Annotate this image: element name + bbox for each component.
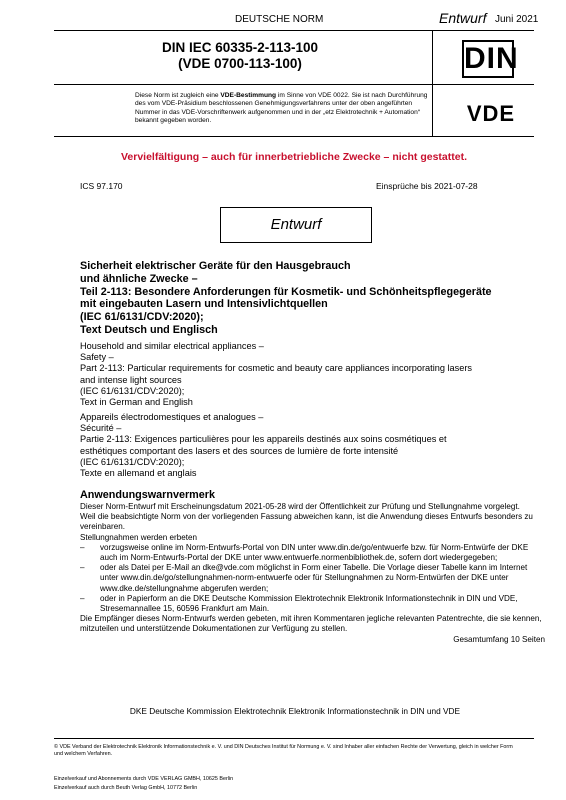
list-item (80, 563, 545, 594)
footer-rule (54, 738, 534, 739)
status-label: Entwurf (439, 10, 487, 26)
vde-note-rest: im Sinne von VDE 0022. Sie ist nach Durchführung des vom VDE-Präsidium beschlossenen Genehmigungsverfahrens unter der oben angeführten Nummer in das VDE-Vorschriftenwerk aufgenommen und in der „etz Elektrotechnik + Automation“ bekannt gegeben worden. (135, 92, 428, 124)
sales-info (54, 775, 514, 792)
title-german (80, 260, 550, 337)
dash-marker: – (80, 593, 85, 603)
vde-note-bold: VDE-Bestimmung (220, 92, 277, 99)
list-item (80, 543, 545, 563)
list-item-text: oder als Datei per E-Mail an dke@vde.com möglichst in Form einer Tabelle. Die Vorlage dieser Tabelle kann im Internet unter www.din.de/go/stellungnahmen-norm-entwuerfe oder für Stellungnahmen zu Norm-Entwürfen der DKE unter www.dke.de/stellungnahme abgerufen werden; (100, 563, 528, 593)
copyright-note: © VDE Verband der Elektrotechnik Elektronik Informationstechnik e. V. und DIN Deutsches Institut für Normung e. V. sind Inhaber aller einfachen Rechte der Verwertung, gleich in welcher Form und welchem Verfahren. (54, 744, 513, 757)
sales-line: Einzelverkauf und Abonnements durch VDE VERLAG GMBH, 10625 Berlin (54, 776, 234, 782)
title-fr-line: esthétiques comportant des lasers et des sources de lumière de forte intensité (80, 445, 399, 456)
title-fr-line: Partie 2-113: Exigences particulières pour les appareils destinés aux soins cosmétiques et (80, 434, 447, 445)
title-en-line: (IEC 61/6131/CDV:2020); (80, 385, 185, 396)
vde-note (135, 92, 433, 125)
issue-date: Juni 2021 (495, 14, 539, 25)
frame-bottom (54, 136, 534, 137)
application-warning (80, 489, 545, 645)
list-item (80, 594, 545, 614)
dke-footer: DKE Deutsche Kommission Elektrotechnik Elektronik Informationstechnik in DIN und VDE (129, 706, 461, 716)
application-warning-heading: Anwendungswarnvermerk (80, 489, 215, 501)
norm-type: DEUTSCHE NORM (235, 14, 324, 25)
title-fr-line: Appareils électrodomestiques et analogues – (80, 412, 264, 422)
ics-code: ICS 97.170 (80, 181, 123, 191)
title-en-line: Part 2-113: Particular requirements for cosmetic and beauty care appliances incorporating lasers (80, 363, 473, 374)
document-number-din: DIN IEC 60335-2-113-100 (161, 40, 319, 55)
dash-marker: – (80, 542, 85, 552)
title-english (80, 341, 550, 408)
title-de-line: Text Deutsch und Englisch (80, 323, 218, 336)
vde-logo: VDE (466, 101, 516, 126)
list-item-text: vorzugsweise online im Norm-Entwurfs-Portal von DIN unter www.din.de/go/entwuerfe bzw. für Norm-Entwürfe der DKE auch im Norm-Entwurfs-Portal der DKE unter www.entwuerfe.normenbibliothek.de, sofern dort wiedergegeben; (100, 542, 529, 563)
vde-note-prefix: Diese Norm ist zugleich eine (135, 92, 221, 99)
title-fr-line: Sécurité – (80, 423, 122, 434)
paragraph: Stellungnahmen werden erbeten (80, 532, 197, 542)
title-de-line: mit eingebauten Lasern und Intensivlichtquellen (80, 298, 328, 311)
list-item-text: oder in Papierform an die DKE Deutsche Kommission Elektrotechnik Elektronik Informationstechnik in DIN und VDE, Stresemannallee 15, 60596 Frankfurt am Main. (100, 593, 518, 614)
draft-box: Entwurf (220, 207, 372, 243)
title-de-line: und ähnliche Zwecke – (80, 272, 198, 285)
din-logo: DIN (462, 40, 514, 78)
title-fr-line: Texte en allemand et anglais (80, 468, 197, 479)
paragraph: Dieser Norm-Entwurf mit Erscheinungsdatum 2021-05-28 wird der Öffentlichkeit zur Prüfung und Stellungnahme vorgelegt. (80, 502, 520, 511)
sales-line: Einzelverkauf auch durch Beuth Verlag GmbH, 10772 Berlin (54, 784, 198, 791)
document-number (54, 40, 426, 72)
frame-top (54, 30, 534, 31)
title-de-line: Teil 2-113: Besondere Anforderungen für Kosmetik- und Schönheitspflegegeräte (80, 285, 492, 298)
title-de-line: Sicherheit elektrischer Geräte für den Hausgebrauch (80, 260, 351, 272)
document-number-vde: (VDE 0700-113-100) (178, 56, 302, 71)
frame-mid (54, 84, 534, 85)
dash-marker: – (80, 563, 85, 573)
objection-deadline: Einsprüche bis 2021-07-28 (376, 181, 478, 191)
title-french (80, 412, 550, 479)
paragraph: Weil die beabsichtigte Norm von der vorliegenden Fassung abweichen kann, ist die Anwendung dieses Entwurfs besonders zu vereinbaren. (80, 512, 533, 532)
title-fr-line: (IEC 61/6131/CDV:2020); (80, 456, 185, 467)
title-en-line: and intense light sources (80, 374, 182, 385)
title-de-line: (IEC 61/6131/CDV:2020); (80, 311, 204, 324)
total-pages: Gesamtumfang 10 Seiten (453, 634, 545, 644)
title-en-line: Safety – (80, 352, 114, 363)
paragraph: Die Empfänger dieses Norm-Entwurfs werden gebeten, mit ihren Kommentaren jegliche relevanten Patentrechte, die sie kennen, mitzuteilen und unterstützende Dokumentationen zur Verfügung zu stellen. (80, 614, 542, 634)
reproduction-warning: Vervielfältigung – auch für innerbetriebliche Zwecke – nicht gestattet. (120, 151, 467, 163)
title-en-line: Household and similar electrical appliances – (80, 341, 264, 351)
title-en-line: Text in German and English (80, 397, 193, 408)
